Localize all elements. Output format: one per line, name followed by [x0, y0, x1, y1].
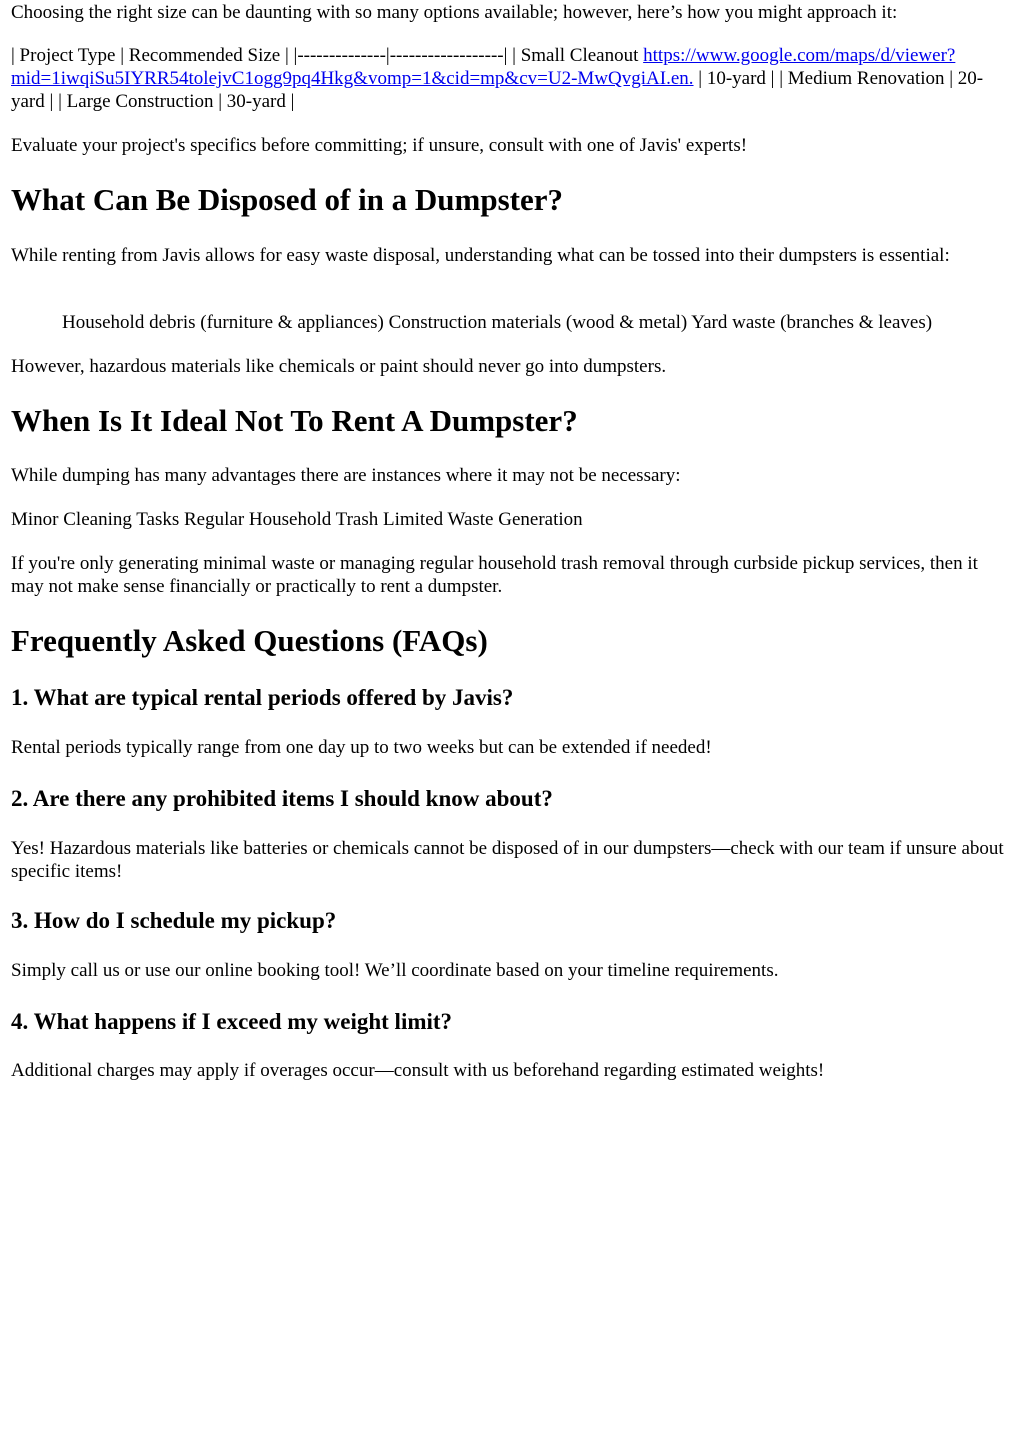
faq-answer-2: Yes! Hazardous materials like batteries or chemicals cannot be disposed of in our dumpsters—check with our team if unsure about specific items! [11, 838, 1004, 882]
not-rent-intro: While dumping has many advantages there are instances where it may not be necessary: [11, 465, 681, 486]
evaluate-paragraph: Evaluate your project's specifics before committing; if unsure, consult with one of Javis' experts! [11, 135, 748, 156]
size-table-text-end: | 10-yard | | Medium Renovation | 20-yard | | Large Construction | 30-yard | [11, 68, 984, 112]
faq-question-4: 4. What happens if I exceed my weight limit? [11, 1009, 453, 1034]
disposed-intro: While renting from Javis allows for easy waste disposal, understanding what can be tossed into their dumpsters is essential: [11, 245, 950, 266]
faq-answer-4: Additional charges may apply if overages occur—consult with us beforehand regarding estimated weights! [11, 1060, 825, 1081]
faq-heading: Frequently Asked Questions (FAQs) [11, 623, 488, 658]
faq-question-3: 3. How do I schedule my pickup? [11, 908, 337, 933]
faq-answer-3: Simply call us or use our online booking tool! We’ll coordinate based on your timeline requirements. [11, 960, 779, 981]
size-table-text [11, 44, 1011, 113]
not-rent-heading: When Is It Ideal Not To Rent A Dumpster? [11, 403, 578, 438]
intro-paragraph: Choosing the right size can be daunting with so many options available; however, here’s how you might approach it: [11, 2, 898, 23]
map-link[interactable]: https://www.google.com/maps/d/viewer?mid=1iwqiSu5IYRR54tolejvC1ogg9pq4Hkg&vomp=1&cid=mp&cv=U2-MwQvgiAI.en. [11, 45, 956, 89]
faq-answer-1: Rental periods typically range from one day up to two weeks but can be extended if needed! [11, 737, 712, 758]
disposed-list: Household debris (furniture & appliances) Construction materials (wood & metal) Yard waste (branches & leaves) [62, 312, 933, 333]
not-rent-list: Minor Cleaning Tasks Regular Household Trash Limited Waste Generation [11, 509, 583, 530]
faq-question-1: 1. What are typical rental periods offered by Javis? [11, 685, 514, 710]
faq-question-2: 2. Are there any prohibited items I should know about? [11, 786, 553, 811]
not-rent-note: If you're only generating minimal waste or managing regular household trash removal through curbside pickup services, then it may not make sense financially or practically to rent a dumpster. [11, 553, 978, 597]
disposed-heading: What Can Be Disposed of in a Dumpster? [11, 182, 564, 217]
size-table-text-start: | Project Type | Recommended Size | |--------------|------------------| | Small Cleanout [11, 45, 644, 66]
disposed-note: However, hazardous materials like chemicals or paint should never go into dumpsters. [11, 356, 667, 377]
